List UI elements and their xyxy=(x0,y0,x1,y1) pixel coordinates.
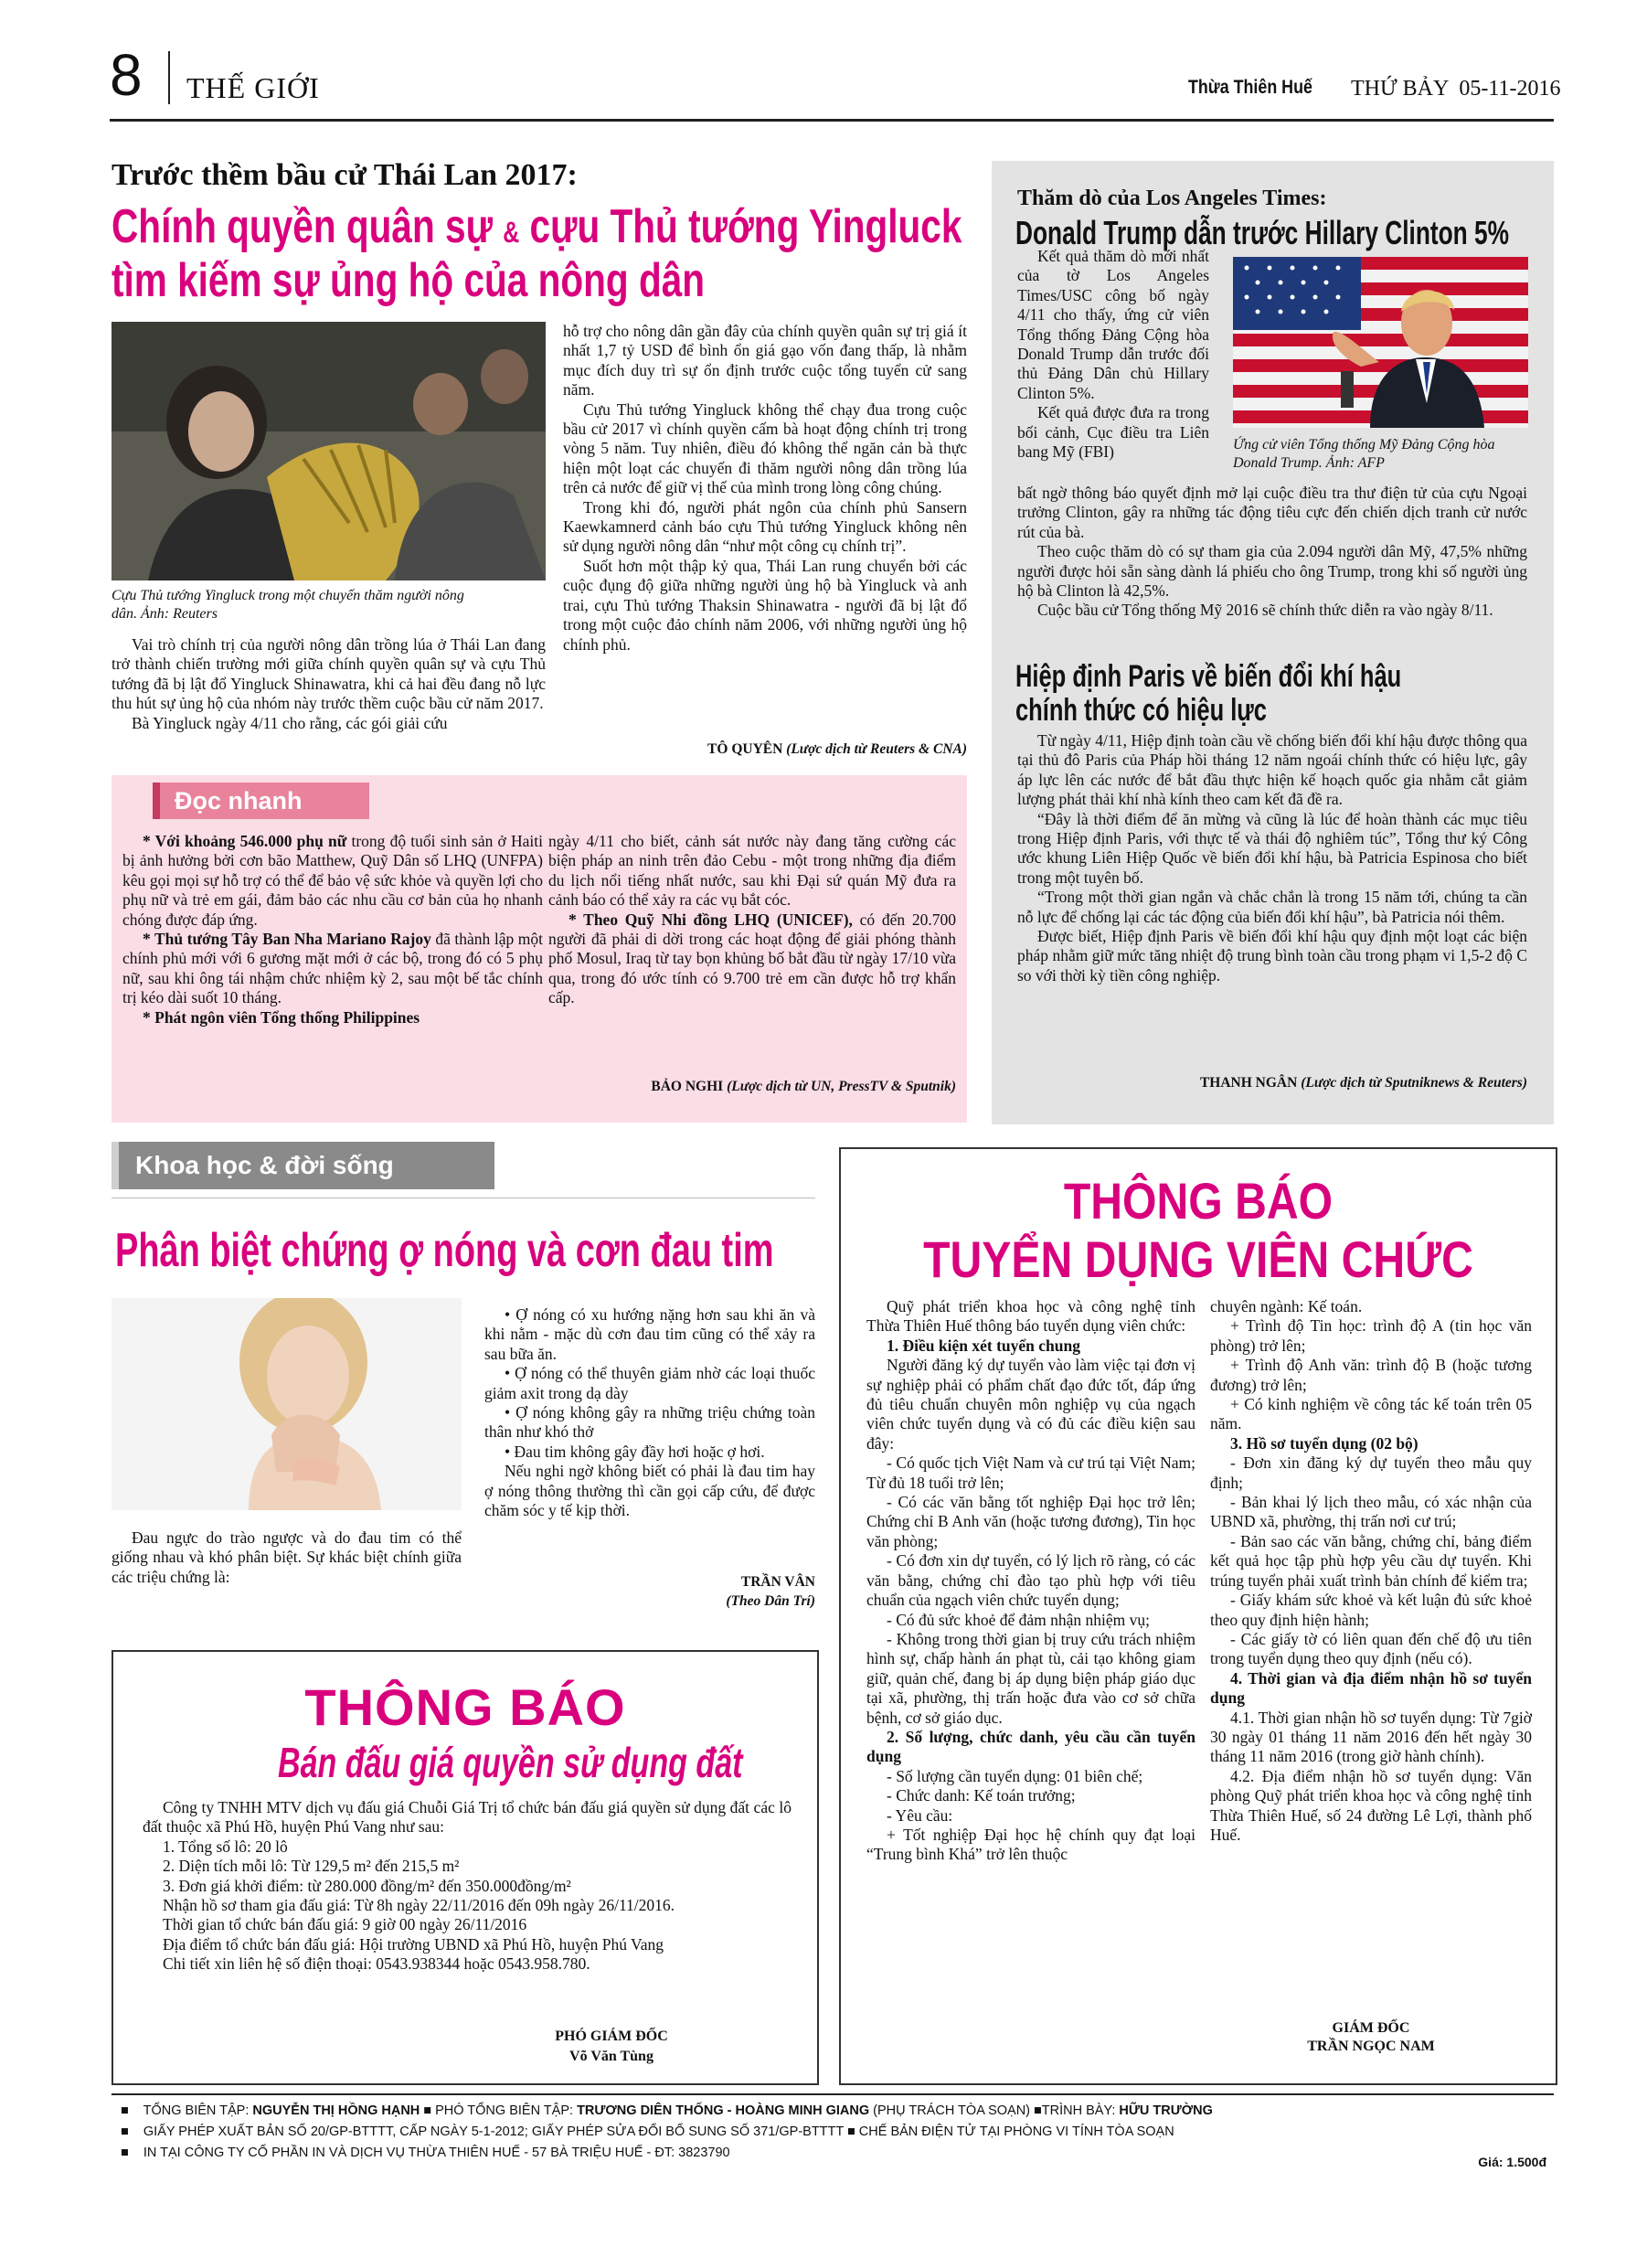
yingluck-image-icon xyxy=(112,322,546,580)
footer-line-2: ■ GIẤY PHÉP XUẤT BẢN SỐ 20/GP-BTTTT, CẤP NGÀY 5-1-2012; GIẤY PHÉP SỬA ĐỔI BỔ SUNG SỐ 371/GP-BTTTT ■ CHẾ BẢN ĐIỆN TỬ TẠI PHÒNG VI TÍNH TÒA SOẠN xyxy=(121,2124,1174,2139)
auction-line: 2. Diện tích mỗi lô: Từ 129,5 m² đến 215,5 m² xyxy=(163,1857,460,1876)
quick-news-tag: Đọc nhanh xyxy=(160,783,369,819)
science-tag: Khoa học & đời sống xyxy=(119,1142,494,1189)
recruit-para: 4.2. Địa điểm nhận hồ sơ tuyển dụng: Văn phòng Quỹ phát triển khoa học và công nghệ tỉnh Thừa Thiên Huế, số 24 đường Lê Lợi, thành phố Huế. xyxy=(1210,1766,1532,1844)
trump-photo-caption: Ứng cử viên Tổng thống Mỹ Đảng Cộng hòa Donald Trump. Ảnh: AFP xyxy=(1233,437,1495,471)
bullet-square-icon: ■ xyxy=(121,2124,129,2139)
paris-byline: THANH NGÂN (Lược dịch từ Sputniknews & Reuters) xyxy=(1199,1075,1527,1091)
heartburn-image-icon xyxy=(112,1298,462,1510)
recruit-para: - Có quốc tịch Việt Nam và cư trú tại Việt Nam; Từ đủ 18 tuổi trở lên; xyxy=(866,1453,1195,1492)
recruit-para: - Không trong thời gian bị truy cứu trách nhiệm hình sự, chấp hành án phạt tù, cải tạo không giam giữ, quản chế, đang bị áp dụng biện pháp giáo dục tại xã, phường, thị trấn hoặc đưa vào cơ sở chữa bệnh, cơ sở giáo dục. xyxy=(866,1629,1195,1727)
thailand-para: Trong khi đó, người phát ngôn của chính phủ Sansern Kaewkamnerd cảnh báo cựu Thủ tướng Yingluck không nên sử dụng người nông dân “như một công cụ chính trị”. xyxy=(563,497,967,556)
quick-item: ngày 4/11 cho biết, cảnh sát nước này đang tăng cường các biện pháp an ninh trên đảo Cebu - một trong những địa điểm du lịch nổi tiếng nhất nước, sau khi Đại sứ quán Mỹ đưa ra cảnh báo có thể xảy ra các vụ bắt cóc. xyxy=(548,832,956,910)
auction-line: Chi tiết xin liên hệ số điện thoại: 0543.938344 hoặc 0543.958.780. xyxy=(163,1954,590,1974)
auction-body xyxy=(143,1798,792,1975)
science-headline: Phân biệt chứng ợ nóng và cơn đau tim xyxy=(115,1224,774,1277)
footer xyxy=(112,2093,1554,2179)
thailand-headline-line2: tìm kiếm sự ủng hộ của nông dân xyxy=(112,254,706,307)
science-left-text: Đau ngực do trào ngược và do đau tim có thể giống nhau và khó phân biệt. Sự khác biệt chính giữa các triệu chứng là: xyxy=(112,1528,462,1586)
thailand-byline: TÔ QUYÊN (Lược dịch từ Reuters & CNA) xyxy=(707,741,967,757)
science-byline: TRẦN VÂN (Theo Dân Trí) xyxy=(726,1574,815,1609)
auction-line: Thời gian tổ chức bán đấu giá: 9 giờ 00 ngày 26/11/2016 xyxy=(163,1915,527,1934)
recruit-para: - Bản sao các văn bằng, chứng chỉ, bảng điểm kết quả học tập phù hợp yêu cầu dự tuyển. Khi trúng tuyển phải xuất trình bản chính để kiểm tra; xyxy=(1210,1531,1532,1590)
auction-notice xyxy=(112,1650,819,2085)
trump-headline: Donald Trump dẫn trước Hillary Clinton 5% xyxy=(1015,214,1510,251)
footer-line-3: ■ IN TẠI CÔNG TY CỔ PHẦN IN VÀ DỊCH VỤ THỪA THIÊN HUẾ - 57 BÀ TRIỆU HUẾ - ĐT: 3823790 xyxy=(121,2146,730,2160)
page-number: 8 xyxy=(110,42,143,108)
paris-para: “Đây là thời điểm để ăn mừng và cũng là lúc để hoàn thành các mục tiêu trong Hiệp định Paris, với thực tế và thái độ nghiêm túc”, Tổng thư ký Công ước khung Liên Hiệp Quốc về biến đổi khí hậu, bà Patricia Espinosa cho biết trong một tuyên bố. xyxy=(1017,809,1527,887)
quick-item: * Phát ngôn viên Tổng thống Philippines xyxy=(143,1007,420,1027)
quick-news-tag-accent xyxy=(153,783,160,819)
recruit-para: - Bản khai lý lịch theo mẫu, có xác nhận của UBND xã, phường, thị trấn nơi cư trú; xyxy=(1210,1493,1532,1531)
recruit-para: Người đăng ký dự tuyển vào làm việc tại đơn vị sự nghiệp phải có phẩm chất đạo đức tốt, đáp ứng đủ tiêu chuẩn chuyên môn nghiệp vụ của ngạch viên chức tuyển dụng và có đủ các điều kiện sau đây: xyxy=(866,1356,1195,1453)
recruit-para: Quỹ phát triển khoa học và công nghệ tỉnh Thừa Thiên Huế thông báo tuyển dụng viên chức: xyxy=(866,1297,1195,1336)
world-briefs-panel xyxy=(992,161,1554,1124)
paris-para: Từ ngày 4/11, Hiệp định toàn cầu về chống biến đổi khí hậu được thông qua tại thủ đô Paris của Pháp hồi tháng 12 năm ngoái chính thức có hiệu lực, gây áp lực lên các nước để bắt đầu thực hiện kế hoạch quốc gia nhằm cắt giảm lượng phát thải khí nhà kính theo cam kết đã đề ra. xyxy=(1017,731,1527,809)
paris-para: Được biết, Hiệp định Paris về biến đổi khí hậu quy định một loạt các biện pháp nhằm giữ mức tăng nhiệt độ trung bình toàn cầu trong phạm vi 1,5-2 độ C so với thời kỳ tiền công nghiệp. xyxy=(1017,927,1527,985)
paris-text xyxy=(1017,731,1527,985)
quick-item: * Theo Quỹ Nhi đồng LHQ (UNICEF), có đến 20.700 người đã phải di dời trong các hoạt động để giải phóng thành phố Mosul, Iraq từ tay bọn khủng bố bắt đầu từ ngày 17/10 vừa qua, trong đó ước tính có 9.700 trẻ em cần được hỗ trợ khẩn cấp. xyxy=(548,910,956,1007)
thailand-para: Vai trò chính trị của người nông dân trồng lúa ở Thái Lan đang trở thành chiến trường mới giữa chính quyền quân sự và cựu Thủ tướng đã bị lật đổ Yingluck Shinawatra, khi cả hai đều đang nỗ lực thu hút sự ủng hộ của nhóm này trước thềm cuộc bầu cử năm 2017. xyxy=(112,635,546,713)
recruit-heading: 2. Số lượng, chức danh, yêu cầu cần tuyển dụng xyxy=(866,1727,1195,1766)
thailand-para: Bà Yingluck ngày 4/11 cho rằng, các gói giải cứu xyxy=(132,713,448,732)
science-bullet: • Ợ nóng có xu hướng nặng hơn sau khi ăn và khi nằm - mặc dù cơn đau tim cũng có thể xảy ra sau bữa ăn. xyxy=(484,1305,815,1363)
recruit-para: + Trình độ Tin học: trình độ A (tin học văn phòng) trở lên; xyxy=(1210,1316,1532,1355)
quick-byline: BẢO NGHI (Lược dịch từ UN, PressTV & Sputnik) xyxy=(651,1079,956,1094)
trump-para: Kết quả thăm dò mới nhất của tờ Los Angeles Times/USC công bố ngày 4/11 cho thấy, ứng cử viên Tổng thống Đảng Cộng hòa Donald Trump dẫn trước đối thủ Đảng Dân chủ Hillary Clinton 5%. xyxy=(1017,247,1209,402)
auction-line: 1. Tổng số lô: 20 lô xyxy=(163,1837,288,1856)
recruit-col-1 xyxy=(866,1297,1195,1865)
recruit-title-2: TUYỂN DỤNG VIÊN CHỨC xyxy=(923,1230,1473,1288)
recruitment-notice xyxy=(839,1147,1557,2085)
auction-intro: Công ty TNHH MTV dịch vụ đấu giá Chuỗi Giá Trị tổ chức bán đấu giá quyền sử dụng đất các lô đất thuộc xã Phú Hồ, huyện Phú Vang như sau: xyxy=(143,1798,792,1837)
recruit-para: + Có kinh nghiệm về công tác kế toán trên 05 năm. xyxy=(1210,1395,1532,1433)
recruit-para: - Đơn xin đăng ký dự tuyển theo mẫu quy định; xyxy=(1210,1453,1532,1492)
recruit-para: - Có các văn bằng tốt nghiệp Đại học trở lên; Chứng chỉ B Anh văn (hoặc tương đương), Tin học văn phòng; xyxy=(866,1493,1195,1550)
yingluck-photo-caption: Cựu Thủ tướng Yingluck trong một chuyến thăm người nông dân. Ảnh: Reuters xyxy=(112,588,464,622)
trump-para: Kết quả được đưa ra trong bối cảnh, Cục điều tra Liên bang Mỹ (FBI) xyxy=(1017,403,1209,462)
recruit-para: chuyên ngành: Kế toán. xyxy=(1210,1297,1363,1315)
trump-full-text xyxy=(1017,484,1527,621)
thailand-col-left xyxy=(112,635,546,733)
quick-col-1 xyxy=(122,832,543,1028)
trump-image-icon xyxy=(1233,257,1528,428)
quick-item: * Thủ tướng Tây Ban Nha Mariano Rajoy đã thành lập một chính phủ mới với 6 gương mặt mới ở các bộ, trong đó có 5 phụ nữ, sau khi ông tái nhậm chức nhiệm kỳ 2, sau một bế tắc chính trị kéo dài suốt 10 tháng. xyxy=(122,930,543,1007)
masthead xyxy=(110,38,1561,122)
heartburn-photo xyxy=(112,1298,462,1510)
science-tag-accent xyxy=(112,1142,119,1189)
auction-signature: PHÓ GIÁM ĐỐC Võ Văn Tùng xyxy=(555,2028,668,2064)
auction-title: THÔNG BÁO xyxy=(304,1678,626,1736)
science-bullet: • Đau tim không gây đầy hơi hoặc ợ hơi. xyxy=(505,1442,765,1461)
recruit-para: - Chức danh: Kế toán trưởng; xyxy=(887,1786,1076,1805)
recruit-para: - Yêu cầu: xyxy=(887,1805,953,1825)
recruit-para: - Có đơn xin dự tuyển, có lý lịch rõ ràng, có các văn bằng, chứng chỉ đào tạo phù hợp với tiêu chuẩn của ngạch viên chức tuyển dụng; xyxy=(866,1551,1195,1610)
trump-wrap-text xyxy=(1017,247,1209,462)
thailand-kicker: Trước thềm bầu cử Thái Lan 2017: xyxy=(112,158,578,192)
issue-date: THỨ BẢY 05-11-2016 xyxy=(1351,77,1561,101)
recruit-para: + Tốt nghiệp Đại học hệ chính quy đạt loại “Trung bình Khá” trở lên thuộc xyxy=(866,1825,1195,1864)
trump-para: Theo cuộc thăm dò có sự tham gia của 2.094 người dân Mỹ, 47,5% những người được hỏi sẵn sàng dành lá phiếu cho ông Trump, trong khi số người ủng hộ bà Clinton là 42,5%. xyxy=(1017,542,1527,601)
science-bullet: • Ợ nóng có thể thuyên giảm nhờ các loại thuốc giảm axit trong dạ dày xyxy=(484,1364,815,1402)
recruit-heading: 4. Thời gian và địa điểm nhận hồ sơ tuyển dụng xyxy=(1210,1668,1532,1708)
trump-para: Cuộc bầu cử Tổng thống Mỹ 2016 sẽ chính thức diễn ra vào ngày 8/11. xyxy=(1037,601,1493,620)
trump-para: bất ngờ thông báo quyết định mở lại cuộc điều tra thư điện tử của cựu Ngoại trưởng Clinton, gây ra những tác động tiêu cực đến chiến dịch tranh cử nước rút của bà. xyxy=(1017,484,1527,541)
footer-line-1: ■ TỔNG BIÊN TẬP: NGUYỄN THỊ HỒNG HẠNH ■ PHÓ TỔNG BIÊN TẬP: TRƯƠNG DIÊN THỐNG - HOÀNG MINH GIANG (PHỤ TRÁCH TÒA SOẠN) ■TRÌNH BÀY: HỮU TRƯỜNG xyxy=(121,2103,1213,2118)
recruit-para: - Số lượng cần tuyển dụng: 01 biên chế; xyxy=(887,1766,1143,1785)
auction-subtitle: Bán đấu giá quyền sử dụng đất xyxy=(278,1739,743,1786)
auction-line: Địa điểm tổ chức bán đấu giá: Hội trường UBND xã Phú Hồ, huyện Phú Vang xyxy=(163,1934,664,1954)
thailand-para: Cựu Thủ tướng Yingluck không thể chạy đua trong cuộc bầu cử 2017 vì chính quyền cấm bà hoạt động chính trị trong vòng 5 năm. Tuy nhiên, điều đó không thể ngăn cản bà thực hiện một loạt các chuyến đi thăm người nông dân trồng lúa trên cả nước để giữ vị thế của mình trong lòng công chúng. xyxy=(563,399,967,497)
section-title: THẾ GIỚI xyxy=(186,71,320,104)
recruit-signature: GIÁM ĐỐC TRẦN NGỌC NAM xyxy=(1307,2020,1435,2054)
quick-col-2 xyxy=(548,832,956,1008)
quick-news-panel xyxy=(112,775,967,1123)
science-closing: Nếu nghi ngờ không biết có phải là đau tim hay ợ nóng thông thường thì cần gọi cấp cứu, để được chăm sóc y tế kịp thời. xyxy=(484,1462,815,1520)
quick-item: * Với khoảng 546.000 phụ nữ trong độ tuổi sinh sản ở Haiti bị ảnh hưởng bởi cơn bão Matthew, Quỹ Dân số LHQ (UNFPA) kêu gọi mọi sự hỗ trợ có thể để bảo vệ sức khỏe và quyền lợi cho phụ nữ và trẻ em gái, đảm bảo các nhu cầu cơ bản của họ nhanh chóng được đáp ứng. xyxy=(122,832,543,929)
auction-line: Nhận hồ sơ tham gia đấu giá: Từ 8h ngày 22/11/2016 đến 09h ngày 26/11/2016. xyxy=(163,1896,675,1915)
masthead-divider xyxy=(168,51,170,104)
bullet-square-icon: ■ xyxy=(121,2103,129,2118)
recruit-heading: 3. Hồ sơ tuyển dụng (02 bộ) xyxy=(1230,1433,1419,1453)
paper-name: Thừa Thiên Huế xyxy=(1188,77,1312,98)
recruit-para: - Các giấy tờ có liên quan đến chế độ ưu tiên trong tuyển dụng theo quy định (nếu có). xyxy=(1210,1629,1532,1668)
recruit-col-2 xyxy=(1210,1297,1532,1845)
science-bullet: • Ợ nóng không gây ra những triệu chứng toàn thân như khó thở xyxy=(484,1403,815,1442)
recruit-title-1: THÔNG BÁO xyxy=(1063,1172,1334,1230)
trump-kicker: Thăm dò của Los Angeles Times: xyxy=(1017,186,1327,210)
auction-line: 3. Đơn giá khởi điểm: từ 280.000 đồng/m² đến 350.000đồng/m² xyxy=(163,1876,571,1895)
thailand-para: hỗ trợ cho nông dân gần đây của chính quyền quân sự trị giá ít nhất 1,7 tỷ USD để bình ổn giá gạo vốn đang thấp, là nhằm mục đích duy trì sự ổn định trước cuộc tổng tuyển cử sang năm. xyxy=(563,322,967,399)
thailand-col-right xyxy=(563,322,967,655)
recruit-para: - Giấy khám sức khoẻ và kết luận đủ sức khoẻ theo quy định hiện hành; xyxy=(1210,1591,1532,1629)
bullet-square-icon: ■ xyxy=(121,2146,129,2160)
recruit-para: 4.1. Thời gian nhận hồ sơ tuyển dụng: Từ 7giờ 30 ngày 01 tháng 11 năm 2016 đến hết ngày 30 tháng 11 năm 2016 (trong giờ hành chính). xyxy=(1210,1708,1532,1766)
paris-para: “Trong một thời gian ngắn và chắc chắn là trong 15 năm tới, chúng ta cần nỗ lực để chống lại các tác động của biến đổi khí hậu”, bà Patricia nói thêm. xyxy=(1017,888,1527,926)
recruit-para: + Trình độ Anh văn: trình độ B (hoặc tương đương) trở lên; xyxy=(1210,1356,1532,1394)
science-right-text xyxy=(484,1305,815,1520)
price: Giá: 1.500đ xyxy=(1478,2155,1546,2169)
trump-photo xyxy=(1233,257,1528,428)
thailand-headline-line1: Chính quyền quân sự & cựu Thủ tướng Yingluck xyxy=(112,200,962,253)
recruit-heading: 1. Điều kiện xét tuyển chung xyxy=(887,1336,1080,1355)
recruit-para: - Có đủ sức khoẻ để đảm nhận nhiệm vụ; xyxy=(887,1610,1150,1629)
paris-headline-line2: chính thức có hiệu lực xyxy=(1015,693,1267,728)
paris-headline-line1: Hiệp định Paris về biến đổi khí hậu xyxy=(1015,659,1402,694)
yingluck-photo xyxy=(112,322,546,580)
thailand-para: Suốt hơn một thập kỷ qua, Thái Lan rung chuyển bởi các cuộc đụng độ giữa những người ủng hộ bà Yingluck và anh trai, cựu Thủ tướng Thaksin Shinawatra - người đã bị lật đổ trong một cuộc đảo chính năm 2006, với những người ủng hộ chính phủ. xyxy=(563,556,967,654)
masthead-rule xyxy=(110,119,1554,122)
